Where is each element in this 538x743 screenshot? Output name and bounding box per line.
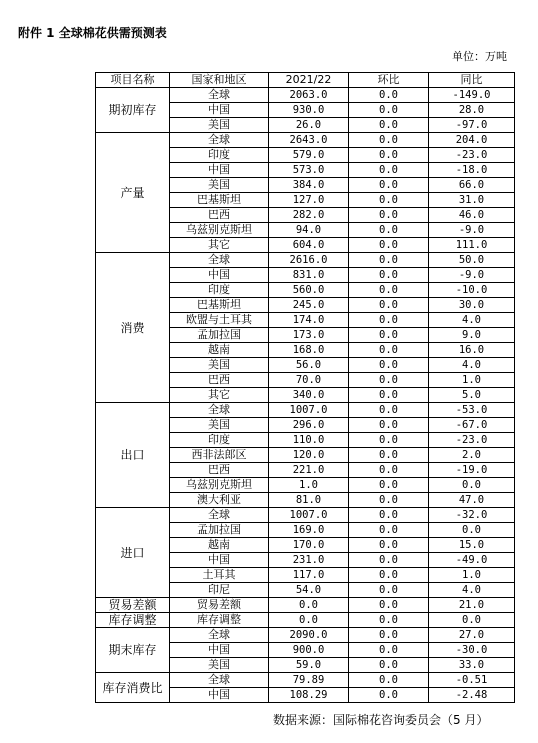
yoy-change-cell: -9.0: [429, 268, 515, 283]
value-cell: 340.0: [269, 388, 349, 403]
header-region: 国家和地区: [170, 73, 269, 88]
value-cell: 170.0: [269, 538, 349, 553]
region-cell: 全球: [170, 403, 269, 418]
value-cell: 900.0: [269, 643, 349, 658]
mom-change-cell: 0.0: [349, 358, 429, 373]
data-source-note: 数据来源：国际棉花咨询委员会（5 月）: [273, 713, 489, 727]
table-row: [96, 403, 515, 418]
yoy-change-cell: 66.0: [429, 178, 515, 193]
value-cell: 930.0: [269, 103, 349, 118]
header-item: 项目名称: [96, 73, 170, 88]
yoy-change-cell: -0.51: [429, 673, 515, 688]
mom-change-cell: 0.0: [349, 103, 429, 118]
region-cell: 乌兹别克斯坦: [170, 223, 269, 238]
yoy-change-cell: -23.0: [429, 433, 515, 448]
mom-change-cell: 0.0: [349, 523, 429, 538]
table-row: [96, 613, 515, 628]
yoy-change-cell: -49.0: [429, 553, 515, 568]
value-cell: 831.0: [269, 268, 349, 283]
mom-change-cell: 0.0: [349, 598, 429, 613]
yoy-change-cell: 204.0: [429, 133, 515, 148]
value-cell: 0.0: [269, 598, 349, 613]
mom-change-cell: 0.0: [349, 283, 429, 298]
region-cell: 巴西: [170, 463, 269, 478]
value-cell: 573.0: [269, 163, 349, 178]
yoy-change-cell: -53.0: [429, 403, 515, 418]
value-cell: 127.0: [269, 193, 349, 208]
category-cell: 期初库存: [96, 88, 170, 133]
value-cell: 56.0: [269, 358, 349, 373]
yoy-change-cell: -23.0: [429, 148, 515, 163]
cotton-forecast-table: [95, 72, 515, 703]
region-cell: 其它: [170, 238, 269, 253]
region-cell: 美国: [170, 418, 269, 433]
region-cell: 巴基斯坦: [170, 193, 269, 208]
value-cell: 221.0: [269, 463, 349, 478]
region-cell: 乌兹别克斯坦: [170, 478, 269, 493]
yoy-change-cell: -97.0: [429, 118, 515, 133]
value-cell: 81.0: [269, 493, 349, 508]
mom-change-cell: 0.0: [349, 178, 429, 193]
unit-label: 单位：万吨: [452, 50, 507, 63]
yoy-change-cell: -67.0: [429, 418, 515, 433]
region-cell: 中国: [170, 688, 269, 703]
mom-change-cell: 0.0: [349, 343, 429, 358]
region-cell: 土耳其: [170, 568, 269, 583]
value-cell: 110.0: [269, 433, 349, 448]
header-yoy: 同比: [429, 73, 515, 88]
mom-change-cell: 0.0: [349, 313, 429, 328]
mom-change-cell: 0.0: [349, 238, 429, 253]
region-cell: 巴基斯坦: [170, 298, 269, 313]
region-cell: 印度: [170, 283, 269, 298]
value-cell: 560.0: [269, 283, 349, 298]
table-body: [96, 73, 515, 703]
table-row: [96, 508, 515, 523]
value-cell: 173.0: [269, 328, 349, 343]
header-row: [96, 73, 515, 88]
mom-change-cell: 0.0: [349, 688, 429, 703]
mom-change-cell: 0.0: [349, 193, 429, 208]
mom-change-cell: 0.0: [349, 118, 429, 133]
yoy-change-cell: -30.0: [429, 643, 515, 658]
category-cell: 库存调整: [96, 613, 170, 628]
yoy-change-cell: -149.0: [429, 88, 515, 103]
yoy-change-cell: 4.0: [429, 583, 515, 598]
table-row: [96, 133, 515, 148]
mom-change-cell: 0.0: [349, 538, 429, 553]
region-cell: 印度: [170, 433, 269, 448]
region-cell: 澳大利亚: [170, 493, 269, 508]
yoy-change-cell: 0.0: [429, 523, 515, 538]
mom-change-cell: 0.0: [349, 148, 429, 163]
yoy-change-cell: -10.0: [429, 283, 515, 298]
value-cell: 26.0: [269, 118, 349, 133]
mom-change-cell: 0.0: [349, 628, 429, 643]
mom-change-cell: 0.0: [349, 298, 429, 313]
value-cell: 604.0: [269, 238, 349, 253]
yoy-change-cell: 0.0: [429, 478, 515, 493]
yoy-change-cell: 31.0: [429, 193, 515, 208]
table-row: [96, 673, 515, 688]
mom-change-cell: 0.0: [349, 643, 429, 658]
region-cell: 全球: [170, 628, 269, 643]
region-cell: 中国: [170, 268, 269, 283]
category-cell: 消费: [96, 253, 170, 403]
mom-change-cell: 0.0: [349, 553, 429, 568]
document-title: 附件 1 全球棉花供需预测表: [18, 26, 167, 40]
mom-change-cell: 0.0: [349, 448, 429, 463]
value-cell: 245.0: [269, 298, 349, 313]
yoy-change-cell: 1.0: [429, 568, 515, 583]
region-cell: 全球: [170, 508, 269, 523]
value-cell: 79.89: [269, 673, 349, 688]
yoy-change-cell: 1.0: [429, 373, 515, 388]
region-cell: 越南: [170, 343, 269, 358]
value-cell: 117.0: [269, 568, 349, 583]
category-cell: 产量: [96, 133, 170, 253]
region-cell: 全球: [170, 133, 269, 148]
mom-change-cell: 0.0: [349, 493, 429, 508]
mom-change-cell: 0.0: [349, 208, 429, 223]
yoy-change-cell: 46.0: [429, 208, 515, 223]
region-cell: 全球: [170, 253, 269, 268]
region-cell: 西非法郎区: [170, 448, 269, 463]
value-cell: 1007.0: [269, 508, 349, 523]
region-cell: 中国: [170, 553, 269, 568]
header-mom: 环比: [349, 73, 429, 88]
yoy-change-cell: 27.0: [429, 628, 515, 643]
region-cell: 欧盟与土耳其: [170, 313, 269, 328]
category-cell: 出口: [96, 403, 170, 508]
mom-change-cell: 0.0: [349, 133, 429, 148]
yoy-change-cell: 2.0: [429, 448, 515, 463]
region-cell: 中国: [170, 643, 269, 658]
region-cell: 全球: [170, 88, 269, 103]
mom-change-cell: 0.0: [349, 163, 429, 178]
yoy-change-cell: 9.0: [429, 328, 515, 343]
value-cell: 168.0: [269, 343, 349, 358]
mom-change-cell: 0.0: [349, 268, 429, 283]
table-row: [96, 628, 515, 643]
mom-change-cell: 0.0: [349, 658, 429, 673]
value-cell: 174.0: [269, 313, 349, 328]
region-cell: 库存调整: [170, 613, 269, 628]
value-cell: 1.0: [269, 478, 349, 493]
yoy-change-cell: 21.0: [429, 598, 515, 613]
value-cell: 59.0: [269, 658, 349, 673]
mom-change-cell: 0.0: [349, 388, 429, 403]
value-cell: 231.0: [269, 553, 349, 568]
region-cell: 美国: [170, 178, 269, 193]
mom-change-cell: 0.0: [349, 418, 429, 433]
yoy-change-cell: 111.0: [429, 238, 515, 253]
yoy-change-cell: 16.0: [429, 343, 515, 358]
yoy-change-cell: -19.0: [429, 463, 515, 478]
table-row: [96, 253, 515, 268]
mom-change-cell: 0.0: [349, 403, 429, 418]
region-cell: 中国: [170, 163, 269, 178]
mom-change-cell: 0.0: [349, 253, 429, 268]
region-cell: 贸易差额: [170, 598, 269, 613]
value-cell: 2090.0: [269, 628, 349, 643]
mom-change-cell: 0.0: [349, 328, 429, 343]
yoy-change-cell: -32.0: [429, 508, 515, 523]
yoy-change-cell: 4.0: [429, 358, 515, 373]
value-cell: 108.29: [269, 688, 349, 703]
yoy-change-cell: 50.0: [429, 253, 515, 268]
yoy-change-cell: -18.0: [429, 163, 515, 178]
value-cell: 384.0: [269, 178, 349, 193]
mom-change-cell: 0.0: [349, 508, 429, 523]
yoy-change-cell: -2.48: [429, 688, 515, 703]
region-cell: 孟加拉国: [170, 328, 269, 343]
yoy-change-cell: 28.0: [429, 103, 515, 118]
region-cell: 孟加拉国: [170, 523, 269, 538]
value-cell: 2643.0: [269, 133, 349, 148]
yoy-change-cell: 5.0: [429, 388, 515, 403]
value-cell: 2063.0: [269, 88, 349, 103]
region-cell: 美国: [170, 658, 269, 673]
yoy-change-cell: 47.0: [429, 493, 515, 508]
value-cell: 1007.0: [269, 403, 349, 418]
region-cell: 巴西: [170, 208, 269, 223]
region-cell: 其它: [170, 388, 269, 403]
yoy-change-cell: 15.0: [429, 538, 515, 553]
yoy-change-cell: -9.0: [429, 223, 515, 238]
category-cell: 进口: [96, 508, 170, 598]
region-cell: 巴西: [170, 373, 269, 388]
yoy-change-cell: 30.0: [429, 298, 515, 313]
mom-change-cell: 0.0: [349, 88, 429, 103]
value-cell: 0.0: [269, 613, 349, 628]
region-cell: 印尼: [170, 583, 269, 598]
header-year: 2021/22: [269, 73, 349, 88]
value-cell: 282.0: [269, 208, 349, 223]
yoy-change-cell: 33.0: [429, 658, 515, 673]
category-cell: 贸易差额: [96, 598, 170, 613]
mom-change-cell: 0.0: [349, 568, 429, 583]
mom-change-cell: 0.0: [349, 433, 429, 448]
region-cell: 美国: [170, 358, 269, 373]
mom-change-cell: 0.0: [349, 583, 429, 598]
mom-change-cell: 0.0: [349, 373, 429, 388]
value-cell: 169.0: [269, 523, 349, 538]
region-cell: 美国: [170, 118, 269, 133]
mom-change-cell: 0.0: [349, 613, 429, 628]
region-cell: 印度: [170, 148, 269, 163]
table-row: [96, 598, 515, 613]
mom-change-cell: 0.0: [349, 223, 429, 238]
mom-change-cell: 0.0: [349, 478, 429, 493]
category-cell: 库存消费比: [96, 673, 170, 703]
region-cell: 中国: [170, 103, 269, 118]
value-cell: 70.0: [269, 373, 349, 388]
value-cell: 579.0: [269, 148, 349, 163]
table-row: [96, 88, 515, 103]
value-cell: 54.0: [269, 583, 349, 598]
value-cell: 120.0: [269, 448, 349, 463]
mom-change-cell: 0.0: [349, 463, 429, 478]
value-cell: 296.0: [269, 418, 349, 433]
value-cell: 2616.0: [269, 253, 349, 268]
value-cell: 94.0: [269, 223, 349, 238]
yoy-change-cell: 0.0: [429, 613, 515, 628]
region-cell: 全球: [170, 673, 269, 688]
yoy-change-cell: 4.0: [429, 313, 515, 328]
mom-change-cell: 0.0: [349, 673, 429, 688]
category-cell: 期末库存: [96, 628, 170, 673]
region-cell: 越南: [170, 538, 269, 553]
